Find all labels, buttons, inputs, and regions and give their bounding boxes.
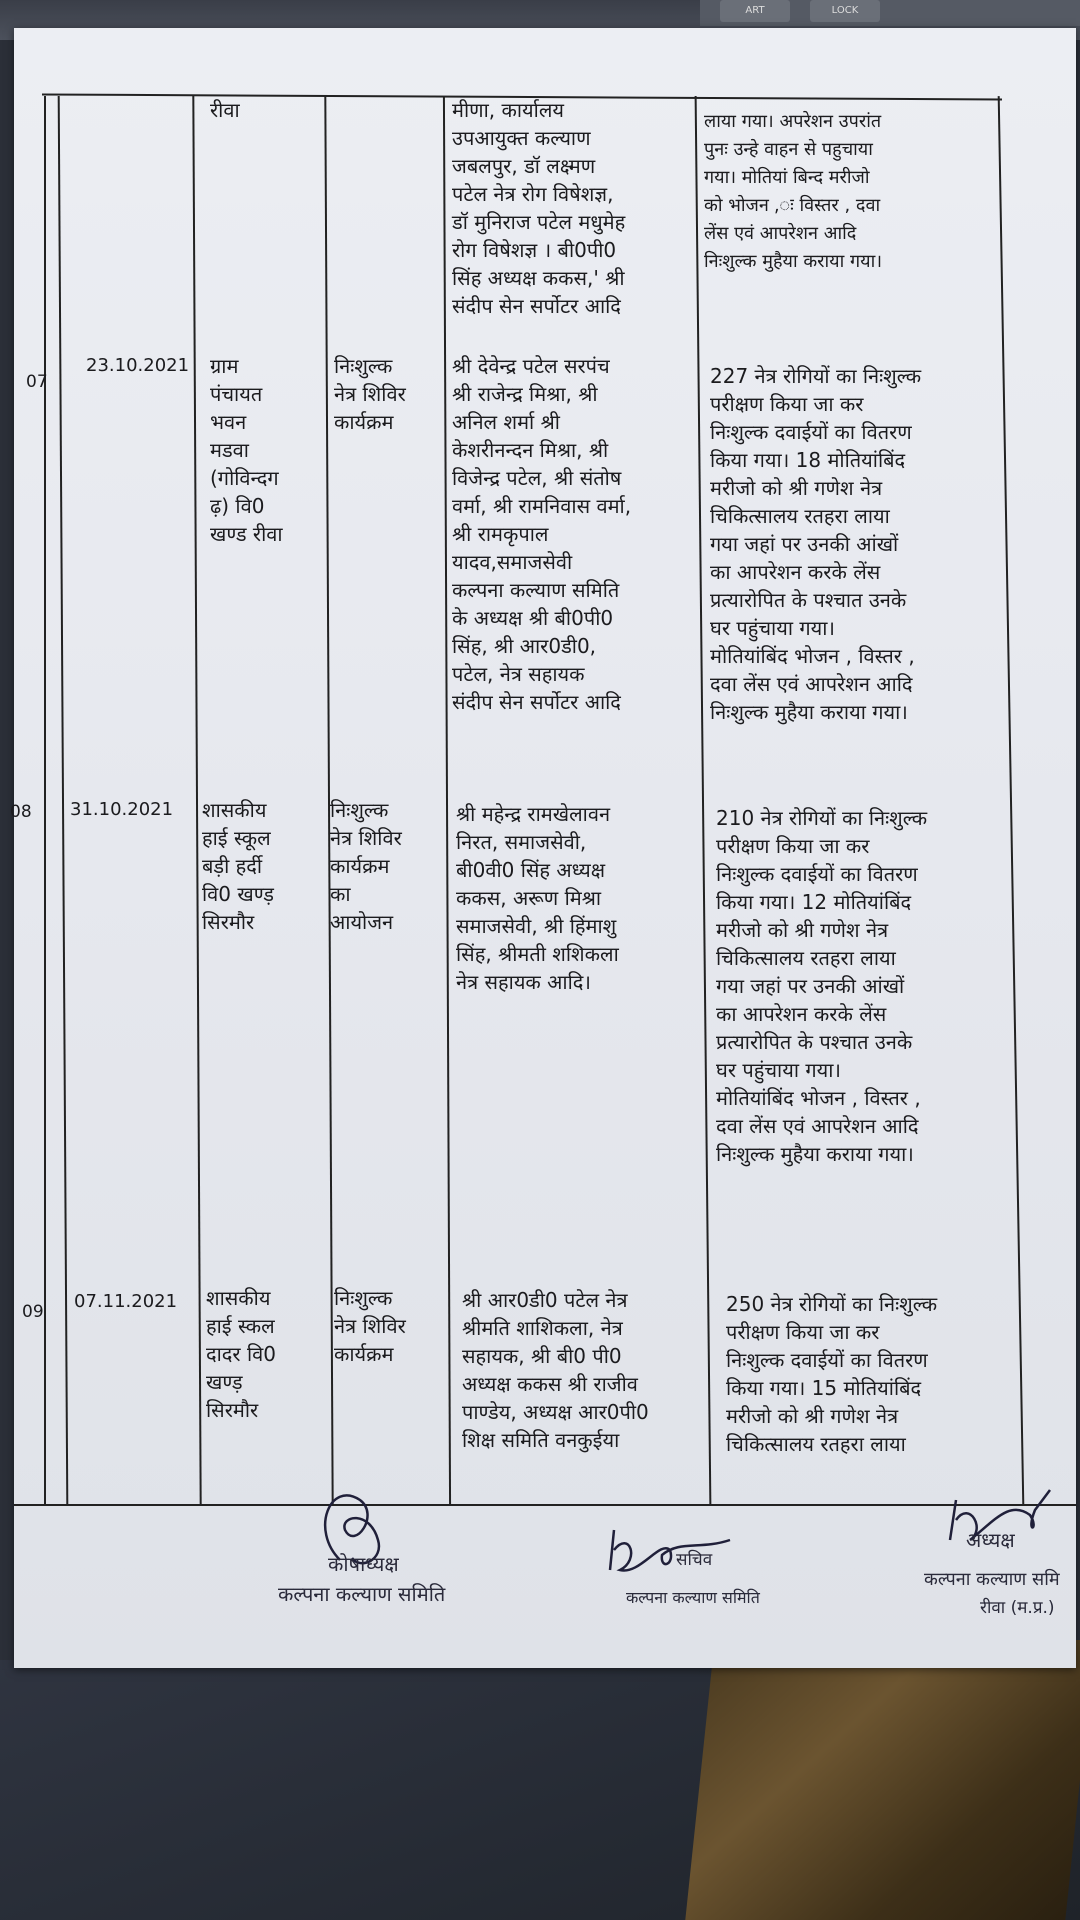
president-place: रीवा (म.प्र.) (980, 1598, 1055, 1618)
cell-program: निःशुल्क नेत्र शिविर कार्यक्रम (334, 354, 406, 434)
cell-program: निःशुल्क नेत्र शिविर कार्यक्रम (334, 1286, 406, 1366)
cell-place: रीवा (210, 98, 240, 122)
secretary-title: सचिव (676, 1550, 713, 1570)
cell-place: ग्राम पंचायत भवन मडवा (गोविन्दग ढ़) वि0 खण्ड रीवा (210, 354, 283, 546)
cell-place: शासकीय हाई स्कूल बड़ी हर्दी वि0 खण्ड़ सिरमौर (202, 798, 274, 934)
cell-program: निःशुल्क नेत्र शिविर कार्यक्रम का आयोजन (330, 798, 402, 934)
cell-participants: श्री देवेन्द्र पटेल सरपंच श्री राजेन्द्र मिश्रा, श्री अनिल शर्मा श्री केशरीनन्दन मिश्रा, श्री विजेन्द्र पटेल, श्री संतोष वर्मा, श्री रामनिवास वर्मा, श्री रामकृपाल यादव,समाजसेवी कल्पना कल्याण समिति के अध्यक्ष श्री बी0पी0 सिंह, श्री आर0डी0, पटेल, नेत्र सहायक संदीप सेन सर्पोटर आदि (452, 354, 632, 714)
column-line (443, 96, 451, 1506)
cell-date: 07.11.2021 (74, 1291, 178, 1312)
cell-result: 250 नेत्र रोगियों का निःशुल्क परीक्षण किया जा कर निःशुल्क दवाईयों का वितरण किया गया। 15 मोतियांबिंद मरीजो को श्री गणेश नेत्र चिकित्सालय रतहरा लाया (726, 1292, 938, 1456)
cell-result: 210 नेत्र रोगियों का निःशुल्क परीक्षण किया जा कर निःशुल्क दवाईयों का वितरण किया गया। 12 मोतियांबिंद मरीजो को श्री गणेश नेत्र चिकित्सालय रतहरा लाया गया जहां पर उनकी आंखों का आपरेशन करके लेंस प्रत्यारोपित के पश्चात उनके घर पहुंचाया गया। मोतियांबिंद भोजन , विस्तर , दवा लेंस एवं आपरेशन आदि निःशुल्क मुहैया कराया गया। (716, 806, 928, 1166)
cell-date: 23.10.2021 (86, 355, 190, 376)
table-bottom-border (14, 1504, 1076, 1506)
president-org: कल्पना कल्याण समि (924, 1569, 1060, 1590)
secretary-org: कल्पना कल्याण समिति (626, 1588, 760, 1607)
column-line (44, 96, 46, 1506)
column-line (695, 96, 712, 1506)
cell-serial: 07 (26, 372, 48, 392)
cell-result: लाया गया। अपरेशन उपरांत पुनः उन्हे वाहन से पहुचाया गया। मोतियां बिन्द मरीजो को भोजन ,ः विस्तर , दवा लेंस एवं आपरेशन आदि निःशुल्क मुहैया कराया गया। (704, 111, 883, 272)
cell-place: शासकीय हाई स्कल दादर वि0 खण्ड़ सिरमौर (206, 1286, 276, 1422)
cell-date: 31.10.2021 (70, 799, 174, 820)
secretary-signature (600, 1520, 740, 1590)
column-line (58, 96, 69, 1506)
cell-serial: 08 (10, 802, 32, 822)
cell-participants: मीणा, कार्यालय उपआयुक्त कल्याण जबलपुर, डॉ लक्ष्मण पटेल नेत्र रोग विषेशज्ञ, डॉ मुनिराज पटेल मधुमेह रोग विषेशज्ञ । बी0पी0 सिंह अध्यक्ष ककस,' श्री संदीप सेन सर्पोटर आदि (452, 98, 626, 318)
cell-result: 227 नेत्र रोगियों का निःशुल्क परीक्षण किया जा कर निःशुल्क दवाईयों का वितरण किया गया। 18 मोतियांबिंद मरीजो को श्री गणेश नेत्र चिकित्सालय रतहरा लाया गया जहां पर उनकी आंखों का आपरेशन करके लेंस प्रत्यारोपित के पश्चात उनके घर पहुंचाया गया। मोतियांबिंद भोजन , विस्तर , दवा लेंस एवं आपरेशन आदि निःशुल्क मुहैया कराया गया। (710, 364, 922, 724)
column-line (998, 96, 1025, 1506)
cell-serial: 09 (22, 1302, 44, 1322)
column-line (192, 96, 201, 1506)
treasurer-title: कोषाध्यक्ष (328, 1552, 399, 1576)
keyboard-key: LOCK (810, 0, 880, 22)
treasurer-org: कल्पना कल्याण समिति (278, 1582, 446, 1606)
keyboard-key: ART (720, 0, 790, 22)
president-title: अध्यक्ष (966, 1528, 1015, 1552)
cell-participants: श्री आर0डी0 पटेल नेत्र श्रीमति शाशिकला, नेत्र सहायक, श्री बी0 पी0 अध्यक्ष ककस श्री राजीव पाण्डेय, अध्यक्ष आर0पी0 शिक्ष समिति वनकुईया (462, 1288, 649, 1452)
cell-participants: श्री महेन्द्र रामखेलावन निरत, समाजसेवी, बी0वी0 सिंह अध्यक्ष ककस, अरूण मिश्रा समाजसेवी, श्री हिंमाशु सिंह, श्रीमती शशिकला नेत्र सहायक आदि। (456, 802, 619, 994)
